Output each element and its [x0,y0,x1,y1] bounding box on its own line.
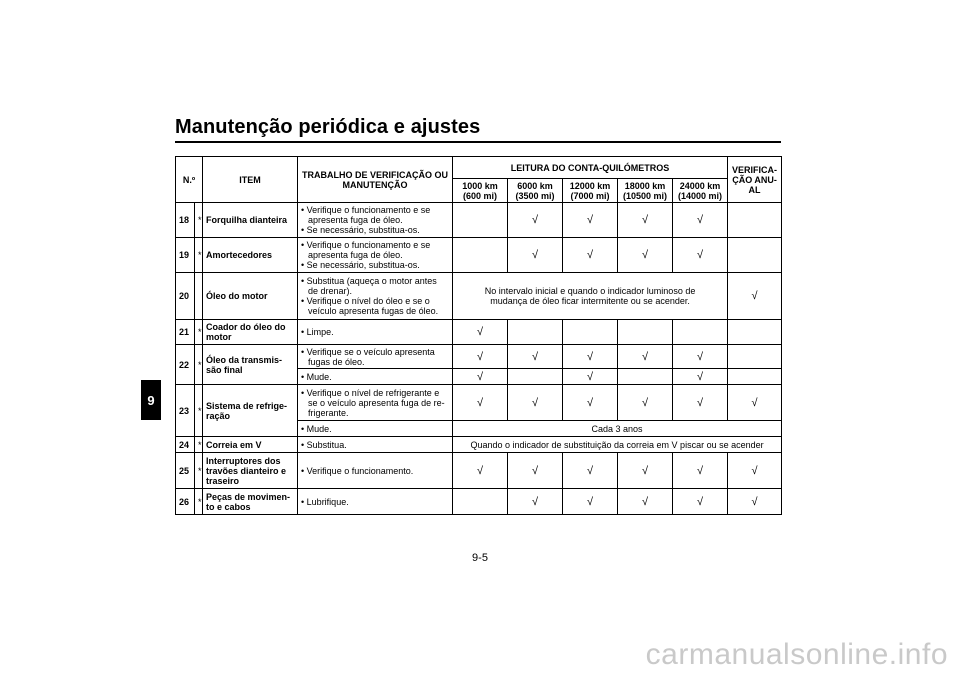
row-star: * [195,320,203,345]
row-star: * [195,437,203,453]
table-row [176,345,782,369]
row-item: Correia em V [203,437,298,453]
table-row [176,453,782,489]
header-annual: VERIFICA-ÇÃO ANU-AL [728,157,782,203]
check-cell: √ [508,385,563,421]
check-cell [673,320,728,345]
header-work: TRABALHO DE VERIFICAÇÃO OU MANUTENÇÃO [298,157,453,203]
check-cell [618,320,673,345]
row-item: Coador do óleo do motor [203,320,298,345]
row-work [298,489,453,515]
work-step: • Mude. [301,372,449,382]
check-cell: √ [618,489,673,515]
check-cell: √ [563,453,618,489]
page-number: 9-5 [472,552,488,564]
row-item: Óleo da transmis-são final [203,345,298,385]
check-cell: √ [673,369,728,385]
work-step: • Verifique o nível de refrigerante e se o veículo apresenta fuga de re-frigerante. [301,388,449,418]
check-cell: √ [453,345,508,369]
row-number: 18 [176,203,195,238]
check-cell [728,369,782,385]
check-cell: √ [508,345,563,369]
interval-km: 12000 km [569,180,611,191]
check-cell: √ [673,203,728,238]
row-item: Amortecedores [203,238,298,273]
row-item: Óleo do motor [203,273,298,320]
row-number: 26 [176,489,195,515]
work-step: • Se necessário, substitua-os. [301,260,449,270]
header-interval [618,179,673,203]
interval-mi: (600 mi) [463,190,498,201]
check-cell: √ [563,345,618,369]
check-cell: √ [453,369,508,385]
table-row [176,489,782,515]
row-work [298,385,453,421]
chapter-tab: 9 [141,380,161,420]
row-item: Sistema de refrige-ração [203,385,298,437]
check-cell [453,238,508,273]
row-number: 25 [176,453,195,489]
check-cell [508,369,563,385]
row-number: 19 [176,238,195,273]
row-number: 21 [176,320,195,345]
work-step: • Se necessário, substitua-os. [301,225,449,235]
table-row [176,385,782,421]
row-number: 24 [176,437,195,453]
check-cell: √ [563,203,618,238]
check-cell: √ [673,345,728,369]
header-item: ITEM [203,157,298,203]
row-star: * [195,345,203,385]
interval-km: 6000 km [517,180,553,191]
check-cell [728,320,782,345]
interval-km: 24000 km [679,180,721,191]
work-step: • Substitua (aqueça o motor antes de drenar). [301,276,449,296]
interval-note: No intervalo inicial e quando o indicador luminoso de mudança de óleo ficar intermitente ou se acender. [453,273,728,320]
row-star [195,273,203,320]
check-cell [453,489,508,515]
work-step: • Substitua. [301,440,449,450]
header-odometer: LEITURA DO CONTA-QUILÓMETROS [453,157,728,179]
interval-mi: (14000 mi) [678,190,723,201]
table-row [176,238,782,273]
check-cell: √ [673,453,728,489]
interval-km: 18000 km [624,180,666,191]
row-work [298,345,453,369]
check-cell: √ [563,238,618,273]
row-item: Interruptores dos travões dianteiro e traseiro [203,453,298,489]
check-cell [563,320,618,345]
check-cell: √ [508,238,563,273]
row-work [298,203,453,238]
work-step: • Lubrifique. [301,497,449,507]
work-step: • Verifique o funcionamento e se apresenta fuga de óleo. [301,205,449,225]
check-cell: √ [728,273,782,320]
row-star: * [195,203,203,238]
header-interval [508,179,563,203]
row-work [298,437,453,453]
watermark-text: carmanualsonline.info [645,638,948,671]
row-work [298,369,453,385]
row-work [298,320,453,345]
row-number: 20 [176,273,195,320]
table-row [176,437,782,453]
table-row [176,203,782,238]
table-row [176,320,782,345]
row-work [298,453,453,489]
check-cell: √ [453,320,508,345]
header-interval [453,179,508,203]
check-cell: √ [453,453,508,489]
check-cell [453,203,508,238]
page-title: Manutenção periódica e ajustes [175,116,481,138]
header-no: N.º [176,157,203,203]
interval-mi: (10500 mi) [623,190,668,201]
interval-mi: (7000 mi) [570,190,610,201]
interval-note: Quando o indicador de substituição da correia em V piscar ou se acender [453,437,782,453]
work-step: • Mude. [301,424,449,434]
check-cell: √ [618,453,673,489]
check-cell [728,238,782,273]
check-cell: √ [618,203,673,238]
check-cell: √ [563,385,618,421]
table-row [176,273,782,320]
check-cell: √ [673,238,728,273]
check-cell: √ [508,203,563,238]
header-interval [563,179,618,203]
work-step: • Verifique o funcionamento. [301,466,449,476]
interval-km: 1000 km [462,180,498,191]
interval-mi: (3500 mi) [515,190,555,201]
work-step: • Limpe. [301,327,449,337]
check-cell [618,369,673,385]
row-item: Peças de movimen-to e cabos [203,489,298,515]
check-cell: √ [728,453,782,489]
check-cell: √ [673,385,728,421]
check-cell: √ [453,385,508,421]
check-cell: √ [673,489,728,515]
header-interval [673,179,728,203]
row-star: * [195,453,203,489]
row-star: * [195,385,203,437]
check-cell: √ [563,369,618,385]
row-number: 23 [176,385,195,437]
work-step: • Verifique o funcionamento e se apresenta fuga de óleo. [301,240,449,260]
check-cell: √ [618,238,673,273]
row-work [298,421,453,437]
row-work [298,273,453,320]
row-work [298,238,453,273]
row-number: 22 [176,345,195,385]
check-cell: √ [508,489,563,515]
interval-note: Cada 3 anos [453,421,782,437]
check-cell: √ [563,489,618,515]
check-cell: √ [508,453,563,489]
row-star: * [195,238,203,273]
check-cell [508,320,563,345]
row-item: Forquilha dianteira [203,203,298,238]
maintenance-table [175,156,782,515]
check-cell [728,345,782,369]
check-cell: √ [728,489,782,515]
check-cell: √ [618,385,673,421]
check-cell: √ [728,385,782,421]
check-cell [728,203,782,238]
check-cell: √ [618,345,673,369]
title-rule [175,141,781,143]
work-step: • Verifique o nível do óleo e se o veículo apresenta fugas de óleo. [301,296,449,316]
row-star: * [195,489,203,515]
work-step: • Verifique se o veículo apresenta fugas de óleo. [301,347,449,367]
